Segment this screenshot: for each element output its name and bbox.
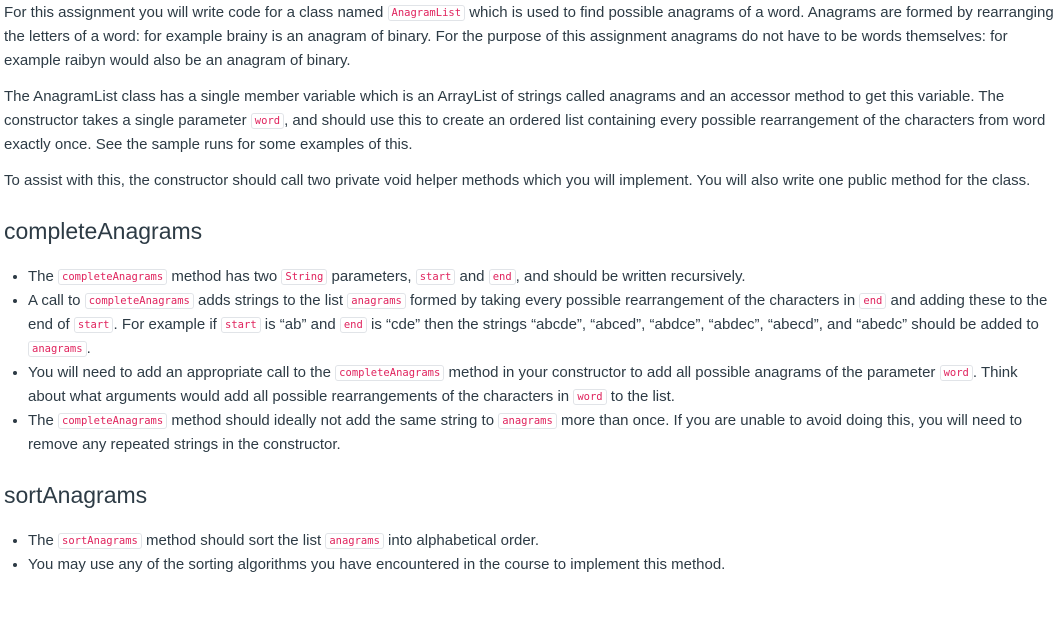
text: The (28, 412, 59, 429)
list-item (28, 529, 1054, 553)
text: For this assignment you will write code for a class named (4, 4, 388, 21)
text: You will need to add an appropriate call to the (28, 364, 336, 381)
inline-code: start (221, 317, 261, 333)
list-item (28, 289, 1054, 361)
inline-code: completeAnagrams (58, 269, 167, 285)
inline-code: word (940, 365, 973, 381)
text: and (455, 268, 489, 285)
text: is “cde” then the strings “abcde”, “abced”, “abdce”, “abdec”, “abecd”, and “abedc” should be added to (366, 316, 1039, 333)
text: , and should use this to create an ordered list containing every possible rearrangement of the characters from word exactly once. See the sample runs for some examples of this. (4, 112, 1046, 153)
section-heading-sort-anagrams: sortAnagrams (4, 482, 148, 508)
inline-code: completeAnagrams (58, 413, 167, 429)
inline-code: anagrams (28, 341, 87, 357)
inline-code: end (859, 293, 886, 309)
text: The (28, 532, 59, 549)
text: which is used to find possible anagrams of a word. Anagrams are formed by rearranging the letters of a word: for example brainy is an anagram of binary. For the purpose of this assignment anagrams do not have to be words themselves: for example raibyn would also be an anagram of binary. (4, 4, 1054, 69)
intro-paragraph-1 (4, 1, 1054, 73)
text: into alphabetical order. (383, 532, 539, 549)
text: is “ab” and (260, 316, 340, 333)
text: method in your constructor to add all possible anagrams of the parameter (444, 364, 940, 381)
text: and adding these to the end of (28, 292, 1048, 333)
inline-code: start (74, 317, 114, 333)
inline-code: anagrams (325, 533, 384, 549)
inline-code: completeAnagrams (335, 365, 444, 381)
section-heading-complete-anagrams: completeAnagrams (4, 218, 203, 244)
inline-code: word (573, 389, 606, 405)
intro-paragraph-2 (4, 85, 1054, 157)
inline-code: anagrams (498, 413, 557, 429)
text: The AnagramList class has a single member variable which is an ArrayList of strings called anagrams and an accessor method to get this variable. The constructor takes a single parameter (4, 88, 1005, 129)
text: . For example if (113, 316, 222, 333)
list-item: • You may use any of the sorting algorithms you have encountered in the course to implement this method. (28, 553, 1054, 577)
text: formed by taking every possible rearrangement of the characters in (405, 292, 860, 309)
list-item (28, 409, 1054, 457)
inline-code: end (489, 269, 516, 285)
inline-code: anagrams (347, 293, 406, 309)
text: more than once. If you are unable to avoid doing this, you will need to remove any repeated strings in the constructor. (28, 412, 1023, 453)
inline-code: String (281, 269, 327, 285)
list-item (28, 265, 1054, 289)
inline-code: completeAnagrams (85, 293, 194, 309)
text: , and should be written recursively. (515, 268, 746, 285)
text: to the list. (606, 388, 675, 405)
inline-code: start (416, 269, 456, 285)
text: A call to (28, 292, 85, 309)
inline-code: AnagramList (388, 5, 466, 21)
text: method should ideally not add the same string to (167, 412, 499, 429)
text: method has two (167, 268, 282, 285)
text: method should sort the list (141, 532, 326, 549)
text: The (28, 268, 59, 285)
text: . (86, 340, 91, 357)
inline-code: word (251, 113, 284, 129)
list-item (28, 361, 1054, 409)
text: . Think about what arguments would add all possible rearrangements of the characters in (28, 364, 1018, 405)
inline-code: end (340, 317, 367, 333)
inline-code: sortAnagrams (58, 533, 142, 549)
intro-paragraph-3: To assist with this, the constructor should call two private void helper methods which you will implement. You will also write one public method for the class. (4, 172, 1031, 189)
complete-anagrams-list (4, 265, 1054, 457)
sort-anagrams-list (4, 529, 1054, 577)
text: adds strings to the list (193, 292, 348, 309)
text: parameters, (327, 268, 416, 285)
